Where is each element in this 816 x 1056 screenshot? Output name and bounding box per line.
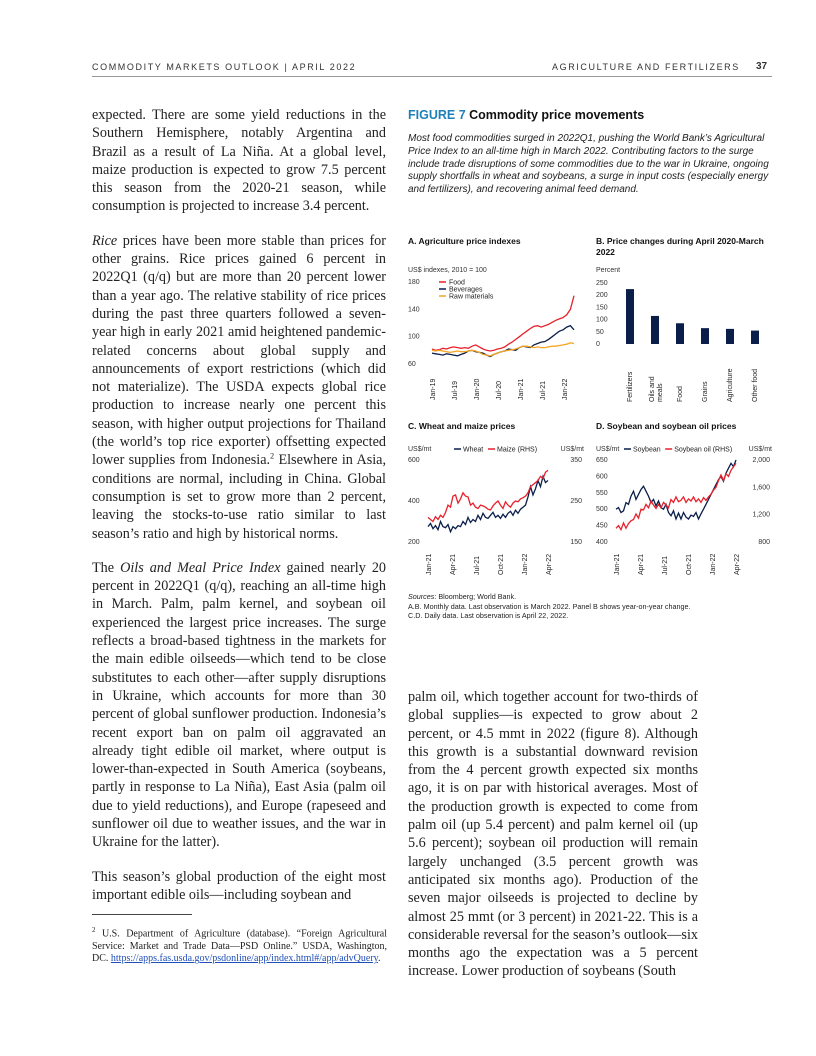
y-tick-label: 0: [596, 341, 600, 348]
figure-title-text: Commodity price movements: [469, 108, 645, 122]
y-tick-label-right: 800: [758, 539, 770, 546]
y-tick-label: 100: [596, 316, 608, 324]
y-axis-label-right: US$/mt: [748, 446, 772, 453]
bar: [701, 328, 709, 344]
y-tick-label: 400: [596, 539, 608, 546]
y-tick-label: 450: [596, 522, 608, 530]
bar: [751, 331, 759, 344]
y-tick-label: 180: [408, 279, 420, 286]
paragraph: This season’s global production of the eight most important edible oils—including soybean and: [92, 868, 386, 903]
panel-b-title: B. Price changes during April 2020-March 2022: [596, 236, 764, 257]
bar: [651, 316, 659, 344]
y-axis-label-right: US$/mt: [560, 446, 584, 453]
x-tick-label: Jan-22: [710, 553, 717, 575]
x-tick-label: Jan-22: [562, 378, 569, 400]
y-tick-label: 400: [408, 498, 420, 505]
sources-text: : Bloomberg; World Bank.: [434, 592, 517, 601]
x-tick-label: Jan-19: [430, 378, 437, 400]
series-line-raw-materials: [432, 343, 574, 356]
y-tick-label: 100: [408, 333, 420, 341]
series-line-maize-rhs-: [428, 470, 548, 521]
figure-note: C.D. Daily data. Last observation is April 22, 2022.: [408, 611, 569, 621]
x-tick-label: Jul-21: [540, 380, 547, 400]
paragraph-text: gained nearly 20 percent in 2022Q1 (q/q), reaching an all-time high in March. Palm, palm kernel, and soybean oil experienced the largest price increases. The surge reflects a broad-based tightness in the markets for the main edible oilseeds—which tend to be close substitutes to each other—after supply disruptions in Ukraine, which accounts for more than 30 percent of global sunflower production. Indonesia’s recent export ban on palm oil aggravated an already tight edible oil market, where output is lower-than-expected in South America (soybeans, partly in response to La Niña), East Asia (palm oil due to yield reductions), and Europe (rapeseed and sunflower oil due to weather issues, and the war in Ukraine for the latter).: [92, 559, 387, 851]
footnote-tail: .: [378, 953, 381, 965]
paragraph-text: prices have been more stable than prices for other grains. Rice prices gained 6 percent in 2022Q1 (q/q) but are more than 20 percent lower than a year ago. The relative stability of rice prices during the past three quarters followed a seven-year high in early 2021 amid heightened pandemic-related concerns about global supply and announcements of export restrictions (which did not materialize). The USDA expects global rice production to increase nearly one percent this season, with higher output projections for Thailand (the world’s top rice exporter) offsetting expected lower supplies from Indonesia.: [92, 232, 386, 469]
x-tick-label: Jan-21: [518, 378, 525, 400]
y-axis-label: US$/mt: [596, 446, 620, 453]
x-tick-label: Apr-21: [638, 553, 645, 575]
y-tick-label: 550: [596, 489, 608, 497]
panel-c-title: C. Wheat and maize prices: [408, 421, 516, 431]
legend-entry: Food: [449, 279, 465, 287]
x-tick-label: Jul-21: [474, 555, 481, 575]
x-tick-label: Jan-20: [474, 378, 481, 400]
legend-entry: Soybean: [633, 446, 661, 454]
legend-entry: Raw materials: [449, 293, 494, 301]
legend-entry: Wheat: [463, 446, 484, 454]
paragraph: [92, 232, 386, 543]
legend-entry: Soybean oil (RHS): [674, 446, 733, 454]
paragraph: palm oil, which together account for two-thirds of global supplies—is expected to grow about 2 percent, or 4.5 mmt in 2022 (figure 8). Although this growth is a substantial downward revision from the 4 percent growth expected six months ago, it is on par with historical averages. Most of the production growth is expected to come from palm oil (up 5.4 percent) and palm kernel oil (up 5.6 percent); soybean oil production will remain largely unchanged (3.5 percent growth was anticipated six months ago). Production of the seven major oilseeds is projected to decline by almost 25 mmt (or 3 percent) in 2021-22. This is a considerable reversal for the season’s outlook—six months ago the expectation was a 5 percent increase. Lower production of soybeans (South: [408, 689, 698, 980]
left-column: [92, 106, 386, 920]
x-tick-label: meals: [657, 383, 664, 402]
header-rule: [92, 76, 772, 77]
page-number: 37: [756, 61, 768, 72]
y-tick-label-right: 1,200: [752, 511, 770, 519]
sources-line: [408, 592, 690, 602]
x-tick-label: Jan-22: [522, 553, 529, 575]
footnote-number: 2: [92, 926, 96, 934]
x-tick-label: Jul-20: [496, 380, 503, 400]
bar: [676, 323, 684, 344]
sources-label: Sources: [408, 592, 435, 601]
x-tick-label: Apr-21: [450, 553, 457, 575]
footnote-text: U.S. Department of Agriculture (database). “Foreign Agricultural Service: Market and Trade Data—PSD Online.” USDA, Washington, DC.: [92, 928, 387, 965]
chart-panel-c: [406, 438, 586, 578]
footnote: [92, 924, 387, 966]
y-tick-label: 600: [596, 473, 608, 481]
x-tick-label: Fertilizers: [627, 371, 634, 402]
paragraph-text: Elsewhere in Asia, conditions are normal, including in China. Global consumption is set to grow more than 2 percent, leaving the stocks-to-use ratio similar to last season’s ratio and high by historical norms.: [92, 452, 387, 542]
y-axis-label: US$/mt: [408, 446, 432, 453]
running-header-left: COMMODITY MARKETS OUTLOOK | APRIL 2022: [92, 62, 357, 72]
y-tick-label-right: 2,000: [752, 457, 770, 464]
series-line-soybean: [616, 460, 736, 519]
y-tick-label: 200: [408, 539, 420, 546]
figure-label: FIGURE 7: [408, 108, 466, 122]
footnote-ref[interactable]: 2: [270, 451, 275, 461]
y-tick-label: 60: [408, 361, 416, 368]
y-tick-label: 50: [596, 328, 604, 336]
footnote-rule: [92, 914, 192, 915]
figure-note: A.B. Monthly data. Last observation is March 2022. Panel B shows year-on-year change.: [408, 601, 691, 611]
running-header-right: AGRICULTURE AND FERTILIZERS: [552, 62, 740, 72]
legend-entry: Beverages: [449, 286, 483, 294]
x-tick-label: Food: [677, 386, 684, 402]
series-line-food: [432, 293, 574, 351]
x-tick-label: Grains: [702, 381, 709, 402]
y-axis-label: US$ indexes, 2010 = 100: [408, 267, 487, 274]
paragraph-text: The: [92, 559, 121, 576]
paragraph-lead: Rice: [92, 232, 118, 249]
chart-panel-b: [594, 262, 774, 404]
chart-panel-d: [594, 438, 774, 578]
x-tick-label: Apr-22: [546, 553, 553, 575]
paragraph: expected. There are some yield reductions in the Southern Hemisphere, notably Argentina and Brazil as a result of La Niña. At a global level, maize production is expected to grow 7.5 percent this season from the 2020-21 season, while consumption is projected to increase 3.4 percent.: [92, 107, 386, 215]
x-tick-label: Oils and: [649, 376, 656, 402]
series-line-wheat: [428, 476, 548, 531]
y-axis-label: Percent: [596, 267, 621, 274]
x-tick-label: Jan-21: [426, 553, 433, 575]
y-tick-label-right: 1,600: [752, 484, 770, 492]
y-tick-label-right: 350: [570, 457, 582, 464]
bar: [726, 329, 734, 344]
x-tick-label: Jan-21: [614, 553, 621, 575]
x-tick-label: Oct-21: [498, 553, 505, 575]
panel-a-title: A. Agriculture price indexes: [408, 236, 521, 246]
x-tick-label: Jul-19: [452, 380, 459, 400]
y-tick-label: 200: [596, 292, 608, 300]
index-name: Oils and Meal Price Index: [120, 559, 281, 576]
y-tick-label-right: 250: [570, 498, 582, 505]
right-column: [408, 688, 698, 997]
x-tick-label: Other food: [752, 368, 759, 402]
y-tick-label: 140: [408, 306, 420, 314]
x-tick-label: Oct-21: [686, 553, 693, 575]
bar: [626, 289, 634, 344]
y-tick-label: 500: [596, 506, 608, 514]
figure-subtitle: Most food commodities surged in 2022Q1, pushing the World Bank’s Agricultural Price Index to an all-time high in March 2022. Contributing factors to the surge include trade disruptions of some commodities due to the war in Ukraine, ongoing supply shortfalls in wheat and soybeans, a surge in input costs (especially energy and fertilizers), and recovering animal feed demand.: [408, 133, 769, 196]
y-tick-label: 250: [596, 280, 608, 287]
y-tick-label: 600: [408, 457, 420, 464]
y-tick-label-right: 150: [570, 539, 582, 546]
figure-sources: [408, 592, 690, 621]
y-tick-label: 150: [596, 304, 608, 312]
y-tick-label: 650: [596, 457, 608, 464]
legend-entry: Maize (RHS): [497, 446, 538, 454]
panel-d-title: D. Soybean and soybean oil prices: [596, 421, 737, 431]
x-tick-label: Apr-22: [734, 553, 741, 575]
x-tick-label: Agriculture: [727, 368, 734, 402]
x-tick-label: Jul-21: [662, 555, 669, 575]
footnote-link[interactable]: https://apps.fas.usda.gov/psdonline/app/index.html#/app/advQuery: [110, 953, 378, 965]
figure-title: [408, 108, 644, 122]
chart-panel-a: [406, 262, 586, 404]
paragraph: [92, 559, 386, 852]
